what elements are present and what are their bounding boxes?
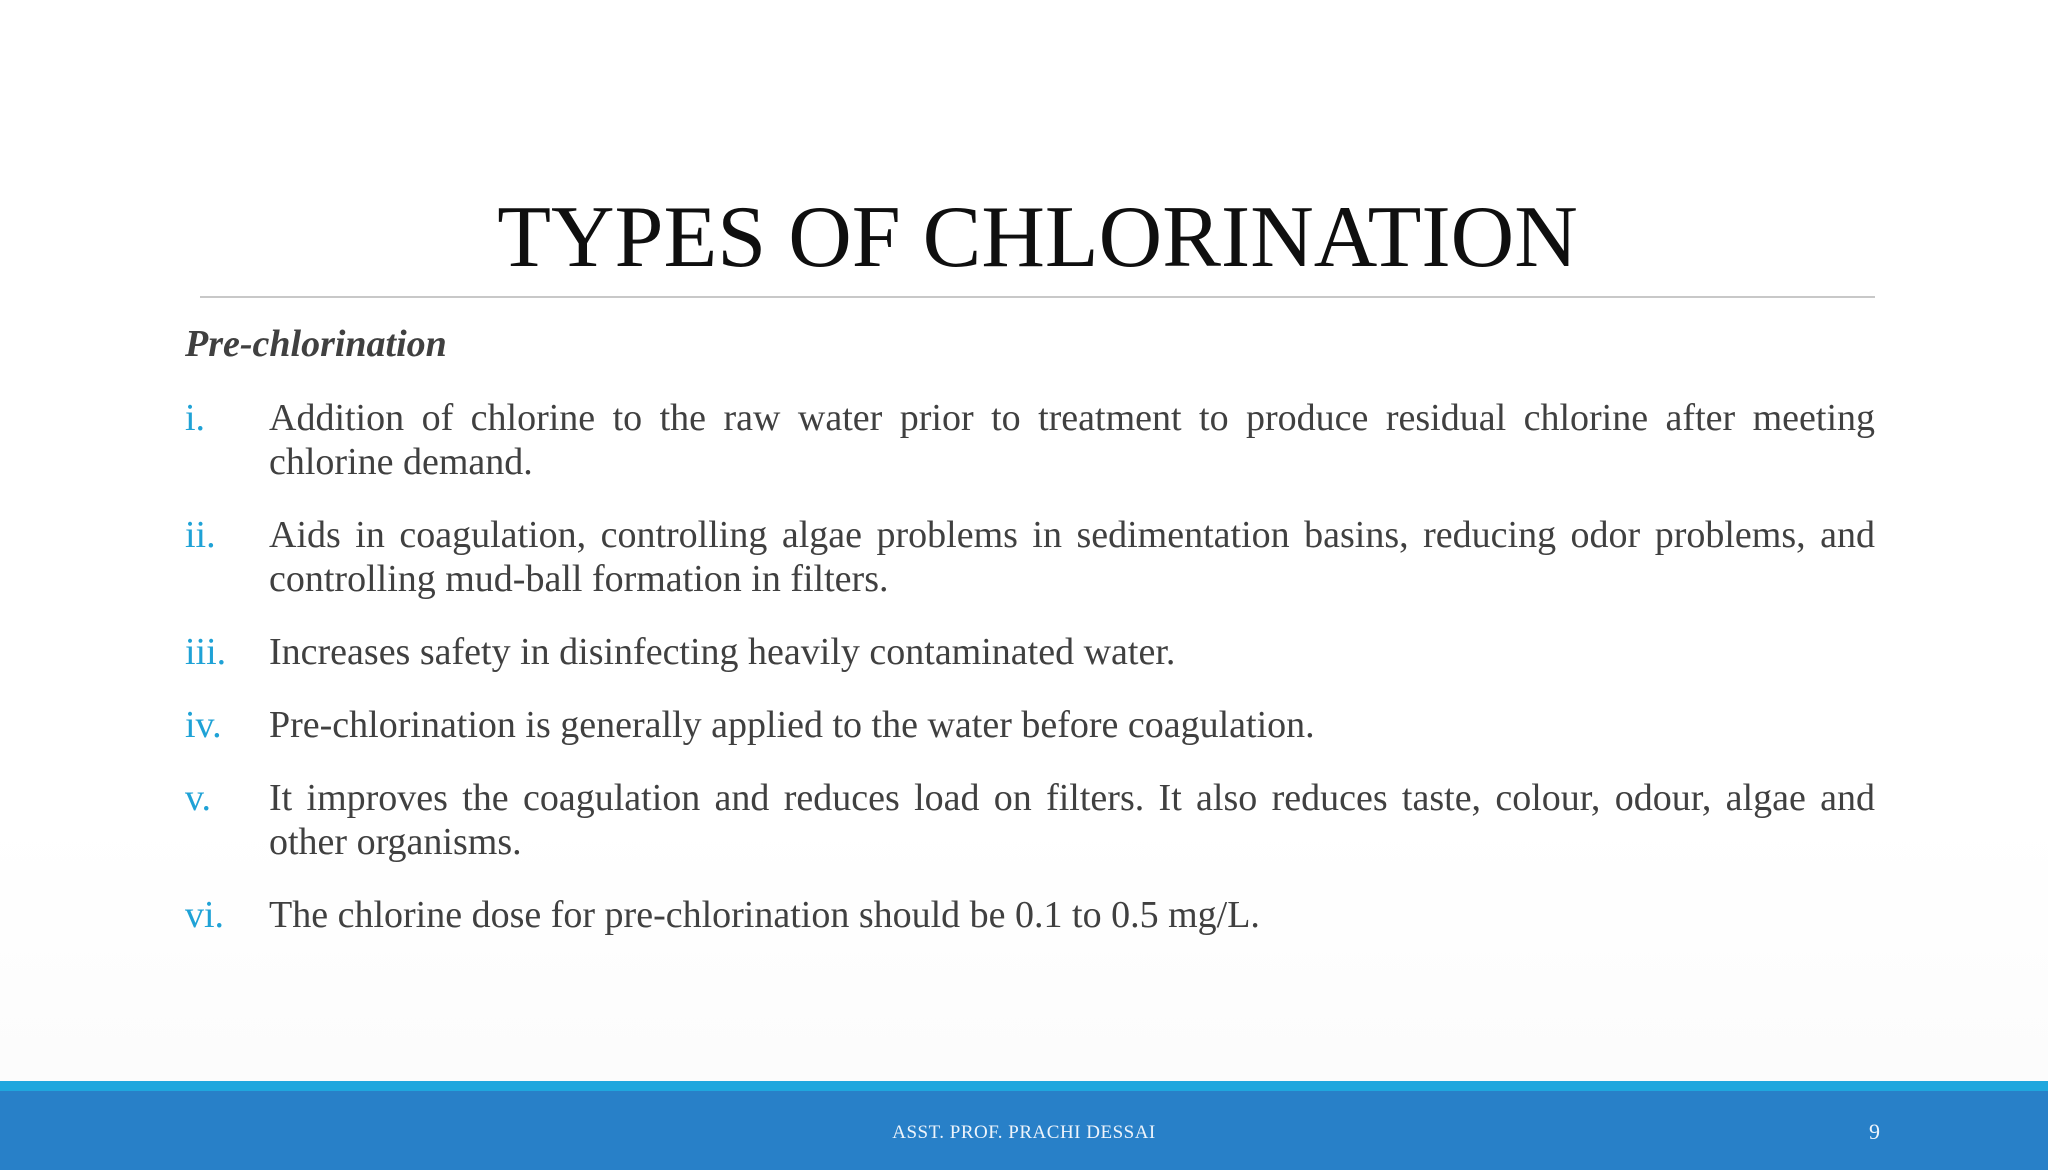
list-item-text: Addition of chlorine to the raw water prior to treatment to produce residual chlorine after meeting chlorine demand. xyxy=(269,397,1875,483)
list-item xyxy=(185,396,1875,484)
list-marker: iv. xyxy=(185,704,222,746)
list-marker: vi. xyxy=(185,894,225,936)
list-item-text: It improves the coagulation and reduces load on filters. It also reduces taste, colour, odour, algae and other organisms. xyxy=(269,777,1875,863)
list-item-text: Aids in coagulation, controlling algae problems in sedimentation basins, reducing odor problems, and controlling mud-ball formation in filters. xyxy=(269,514,1875,600)
footer-accent-stripe xyxy=(0,1081,2048,1091)
list-marker: ii. xyxy=(185,514,216,556)
list-item-text: Increases safety in disinfecting heavily contaminated water. xyxy=(269,631,1176,673)
list-item xyxy=(185,703,1875,747)
list-item xyxy=(185,893,1875,937)
bullet-list xyxy=(185,396,1875,966)
section-subheading: Pre-chlorination xyxy=(185,323,447,365)
list-item xyxy=(185,513,1875,601)
list-item-text: Pre-chlorination is generally applied to the water before coagulation. xyxy=(269,704,1315,746)
footer-author: ASST. PROF. PRACHI DESSAI xyxy=(892,1122,1156,1143)
list-item-text: The chlorine dose for pre-chlorination should be 0.1 to 0.5 mg/L. xyxy=(269,894,1260,936)
list-item xyxy=(185,630,1875,674)
slide-title: TYPES OF CHLORINATION xyxy=(497,189,1578,286)
list-item xyxy=(185,776,1875,864)
title-divider xyxy=(200,296,1875,298)
list-marker: v. xyxy=(185,777,212,819)
list-marker: iii. xyxy=(185,631,227,673)
page-number: 9 xyxy=(1869,1119,1880,1144)
list-marker: i. xyxy=(185,397,206,439)
